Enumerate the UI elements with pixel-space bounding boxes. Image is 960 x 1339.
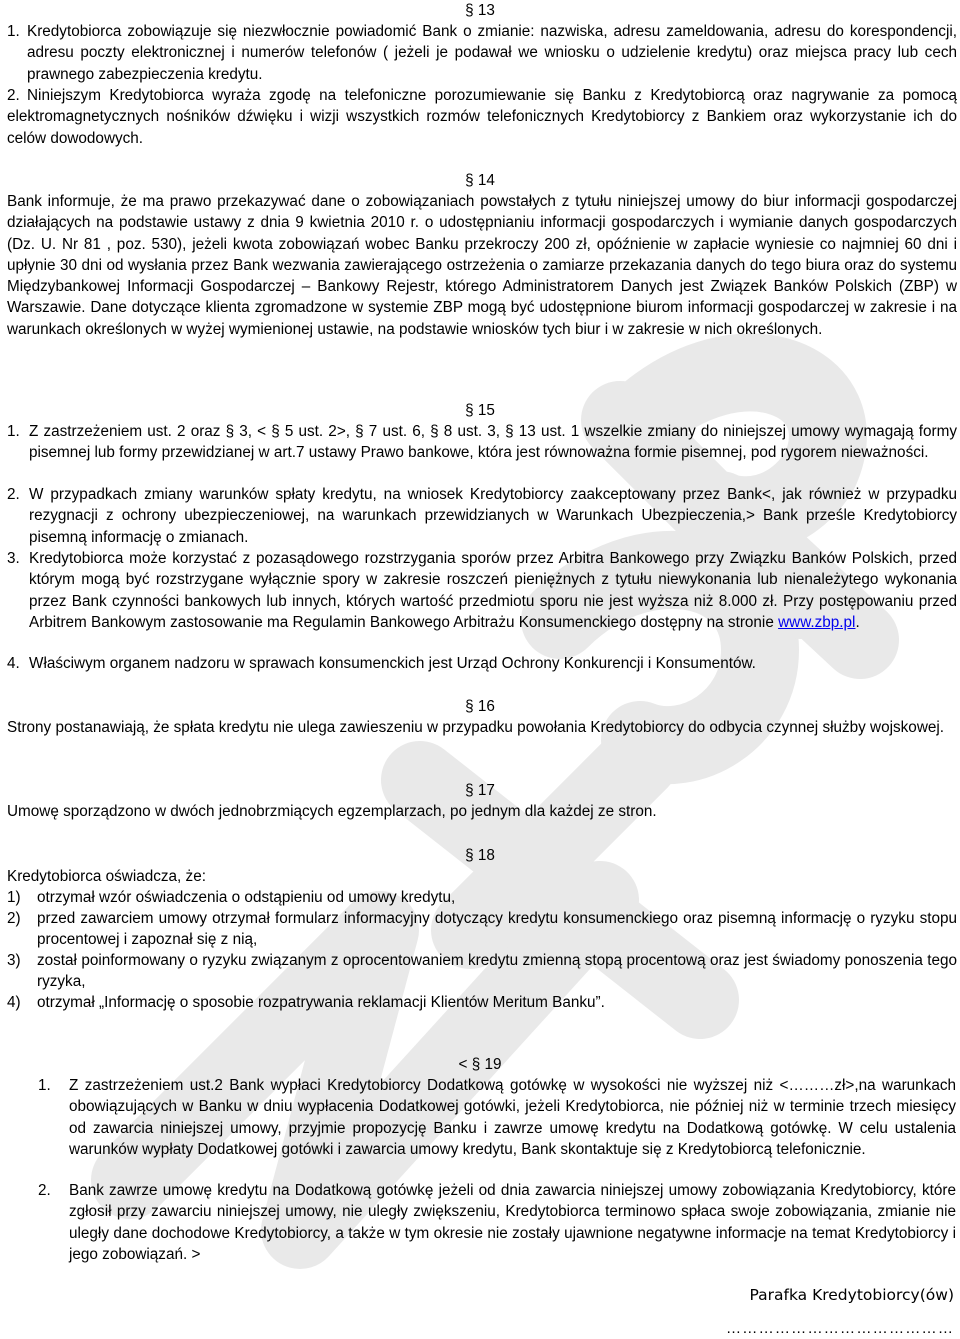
clause-18-2 <box>7 908 957 951</box>
clause-19-1 <box>38 1075 956 1160</box>
optional-bracket-open: < <box>458 1056 468 1073</box>
item-number: 1. <box>38 1077 51 1094</box>
clause-text-end: . <box>855 613 860 631</box>
clause-18-4 <box>7 992 957 1013</box>
item-number: 1. <box>7 23 20 40</box>
clause-18-1 <box>7 887 957 908</box>
item-number: 1) <box>7 889 21 906</box>
item-number: 2. <box>38 1182 51 1199</box>
clause-14-text: Bank informuje, że ma prawo przekazywać dane o zobowiązaniach powstałych z tytułu niniejszej umowy do biur informacji gospodarczej działających na podstawie ustawy z dnia 9 kwietnia 2010 r. o udostępnianiu informacji gospodarczych i wymianie danych gospodarczych (Dz. U. Nr 81 , poz. 530), jeżeli kwota zobowiązań wobec Banku przekroczy 200 zł, opóźnienie w zapłacie wyniesie co najmniej 60 dni i upłynie 30 dni od wysłania przez Bank wezwania zawierającego ostrzeżenia o zamiarze przekazania danych do tego biura oraz do systemu Międzybankowej Informacji Gospodarczej – Bankowy Rejestr, którego Administratorem Danych jest Związek Banków Polskich (ZBP) w Warszawie. Dane dotyczące klienta zgromadzone w systemie ZBP mogą być udostępnione biurom informacji gospodarczej w zakresie i na warunkach określonych w wyżej wymienionej ustawie, na podstawie wniosków tych biur i w zakresie w nich określonych. <box>7 193 957 338</box>
clause-15-2 <box>7 484 957 548</box>
clause-text: otrzymał „Informację o sposobie rozpatrywania reklamacji Klientów Meritum Banku”. <box>37 994 605 1011</box>
clause-text: Kredytobiorca zobowiązuje się niezwłocznie powiadomić Bank o zmianie: nazwiska, adresu zameldowania, adresu do korespondencji, adresu poczty elektronicznej i numerów telefonów ( jeżeli je podawał we wniosku o udzielenie kredytu) oraz miejsca pracy lub cech prawnego zabezpieczenia kredytu. <box>27 23 957 83</box>
clause-text: W przypadkach zmiany warunków spłaty kredytu, na wniosek Kredytobiorcy zaakceptowany przez Bank<, jak również w przypadku rezygnacji z ochrony ubezpieczeniowej, na warunkach przewidzianych w Warunkach Ubezpieczenia,> Bank prześle Kredytobiorcy pisemną informację o zmianach. <box>29 486 957 546</box>
item-number: 2) <box>7 910 21 927</box>
zbp-website-link[interactable]: www.zbp.pl <box>778 613 856 631</box>
section-14-heading: § 14 <box>465 172 495 189</box>
clause-text-body: Kredytobiorca może korzystać z pozasądowego rozstrzygania sporów przez Arbitra Bankowego przy Związku Banków Polskich, przed którym mogą być rozstrzygane wyłącznie spory w zakresie roszczeń pieniężnych z tytułu niewykonania lub nienależytego wykonania przez Bank czynności bankowych lub innych, których wartość przedmiotu sporu nie jest wyższa niż 8.000 zł. Przy postępowaniu przed Arbitrem Bankowym zastosowanie ma Regulamin Bankowego Arbitrażu Konsumenckiego dostępny na stronie <box>29 550 957 631</box>
clause-text <box>29 548 957 633</box>
clause-15-1 <box>7 421 957 464</box>
clause-15-3 <box>7 548 957 633</box>
clause-text: przed zawarciem umowy otrzymał formularz informacyjny dotyczący kredytu konsumenckiego oraz pisemną informację o ryzyku stopu procentowej i zapoznał się z nią, <box>37 910 957 949</box>
item-number: 3) <box>7 952 21 969</box>
item-number: 2. <box>7 486 20 503</box>
item-number: 2. <box>7 87 20 104</box>
section-19-heading <box>0 1054 960 1075</box>
clause-13-1 <box>7 21 957 85</box>
section-13-heading: § 13 <box>465 2 495 19</box>
clause-18-3 <box>7 950 957 993</box>
item-number: 4) <box>7 994 21 1011</box>
borrower-initials-label: Parafka Kredytobiorcy(ów) <box>749 1286 954 1304</box>
item-number: 1. <box>7 423 20 440</box>
clause-text: otrzymał wzór oświadczenia o odstąpieniu od umowy kredytu, <box>37 889 456 906</box>
clause-text: Bank zawrze umowę kredytu na Dodatkową gotówkę jeżeli od dnia zawarcia niniejszej umowy zobowiązania Kredytobiorcy, które zgłosił przy zawarciu niniejszej umowy, nie uległy zwiększeniu, Kredytobiorca terminowo spłaca swoje zobowiązania, zmianie nie uległy dane dochodowe Kredytobiorcy, a także w tym okresie nie zostały ujawnione negatywne informacje na temat Kredytobiorcy i jego zobowiązań. > <box>69 1182 956 1263</box>
clause-17-text: Umowę sporządzono w dwóch jednobrzmiących egzemplarzach, po jednym dla każdej ze stron. <box>7 803 657 820</box>
clause-16-text: Strony postanawiają, że spłata kredytu nie ulega zawieszeniu w przypadku powołania Kredytobiorcy do odbycia czynnej służby wojskowej. <box>7 719 945 736</box>
clause-text: Z zastrzeżeniem ust.2 Bank wypłaci Kredytobiorcy Dodatkową gotówkę w wysokości nie wyższej niż <………zł>,na warunkach obowiązujących w Banku w dniu wypłacenia Dodatkowej gotówki, jeżeli Kredytobiorca, nie później niż w terminie trzech miesięcy od zawarcia niniejszej umowy, przyjmie propozycję Banku i zawrze umowę kredytu na Dodatkową gotówkę. W celu ustalenia warunków wypłaty Dodatkowej gotówki i zawarcia umowy kredytu, Bank skontaktuje się z Kredytobiorcą telefonicznie. <box>69 1077 956 1158</box>
clause-15-4 <box>7 653 957 674</box>
section-15-heading: § 15 <box>465 402 495 419</box>
item-number: 3. <box>7 550 20 567</box>
borrower-initials-line: …………………………………… <box>725 1320 954 1337</box>
clause-text: został poinformowany o ryzyku związanym z oprocentowaniem kredytu zmienną stopą procentową oraz jest świadomy ponoszenia tego ryzyka, <box>37 952 957 991</box>
clause-text: Właściwym organem nadzoru w sprawach konsumenckich jest Urząd Ochrony Konkurencji i Konsumentów. <box>29 655 756 672</box>
clause-18-intro: Kredytobiorca oświadcza, że: <box>7 868 206 885</box>
section-18-heading: § 18 <box>465 847 495 864</box>
item-number: 4. <box>7 655 20 672</box>
clause-text: Z zastrzeżeniem ust. 2 oraz § 3, < § 5 ust. 2>, § 7 ust. 6, § 8 ust. 3, § 13 ust. 1 wszelkie zmiany do niniejszej umowy wymagają formy pisemnej lub formy przewidzianej w art.7 ustawy Prawo bankowe, która jest równoważna formie pisemnej, pod rygorem nieważności. <box>29 423 957 462</box>
clause-13-2 <box>7 85 957 149</box>
section-16-heading: § 16 <box>465 698 495 715</box>
clause-19-2 <box>38 1180 956 1265</box>
section-19-label: § 19 <box>471 1056 502 1073</box>
clause-text: Niniejszym Kredytobiorca wyraża zgodę na telefoniczne porozumiewanie się Banku z Kredytobiorcą oraz nagrywanie za pomocą elektromagnetycznych nośników dźwięku i wizji wszystkich rozmów telefonicznych Kredytobiorcy z Bankiem oraz wykorzystanie ich do celów dowodowych. <box>7 87 957 147</box>
section-17-heading: § 17 <box>465 782 495 799</box>
